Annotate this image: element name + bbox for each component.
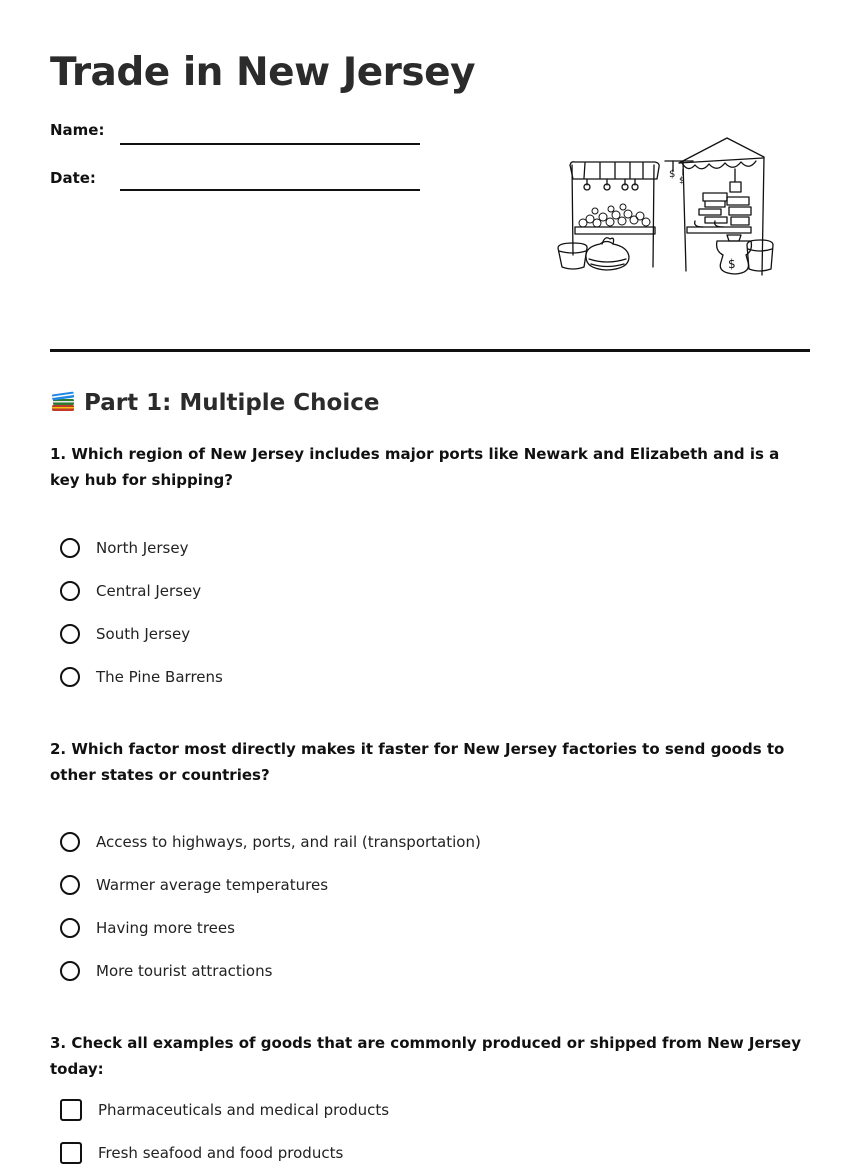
option-label: North Jersey [96, 539, 189, 557]
q2-option-transportation[interactable] [60, 829, 481, 855]
radio-button[interactable] [60, 832, 80, 852]
question-1: 1. Which region of New Jersey includes major ports like Newark and Elizabeth and is a key hub for shipping? [50, 445, 780, 489]
svg-text:$: $ [669, 169, 676, 180]
option-label: Warmer average temperatures [96, 876, 329, 894]
name-field[interactable] [120, 143, 420, 145]
section-divider [50, 349, 810, 352]
checkbox[interactable] [60, 1099, 82, 1121]
radio-button[interactable] [60, 875, 80, 895]
radio-button[interactable] [60, 918, 80, 938]
date-label: Date: [50, 169, 96, 187]
svg-text:$: $ [728, 257, 736, 271]
q1-option-north-jersey[interactable] [60, 535, 188, 561]
option-label: South Jersey [96, 625, 191, 643]
market-stalls-illustration [555, 135, 780, 277]
option-label: Pharmaceuticals and medical products [98, 1101, 390, 1119]
date-field[interactable] [120, 189, 420, 191]
worksheet-title: Trade in New Jersey [50, 50, 476, 95]
radio-button[interactable] [60, 538, 80, 558]
question-3: 3. Check all examples of goods that are commonly produced or shipped from New Jersey today: [50, 1034, 801, 1078]
option-label: Central Jersey [96, 582, 202, 600]
q2-option-tourist[interactable] [60, 958, 272, 984]
q3-option-pharmaceuticals[interactable] [60, 1097, 389, 1123]
option-label: Fresh seafood and food products [98, 1144, 344, 1162]
q2-option-temperatures[interactable] [60, 872, 328, 898]
name-label: Name: [50, 121, 105, 139]
part1-heading [50, 388, 379, 416]
radio-button[interactable] [60, 961, 80, 981]
q1-option-central-jersey[interactable] [60, 578, 201, 604]
books-emoji-icon [50, 388, 76, 414]
q1-option-south-jersey[interactable] [60, 621, 190, 647]
radio-button[interactable] [60, 581, 80, 601]
option-label: The Pine Barrens [96, 668, 223, 686]
svg-text:$: $ [679, 176, 685, 186]
radio-button[interactable] [60, 667, 80, 687]
question-2: 2. Which factor most directly makes it faster for New Jersey factories to send goods to other states or countries? [50, 740, 785, 784]
part1-heading-text: Part 1: Multiple Choice [84, 390, 380, 416]
q1-option-pine-barrens[interactable] [60, 664, 223, 690]
q3-option-seafood[interactable] [60, 1140, 343, 1166]
q2-option-trees[interactable] [60, 915, 235, 941]
option-label: Access to highways, ports, and rail (transportation) [96, 833, 481, 851]
option-label: Having more trees [96, 919, 235, 937]
radio-button[interactable] [60, 624, 80, 644]
option-label: More tourist attractions [96, 962, 273, 980]
